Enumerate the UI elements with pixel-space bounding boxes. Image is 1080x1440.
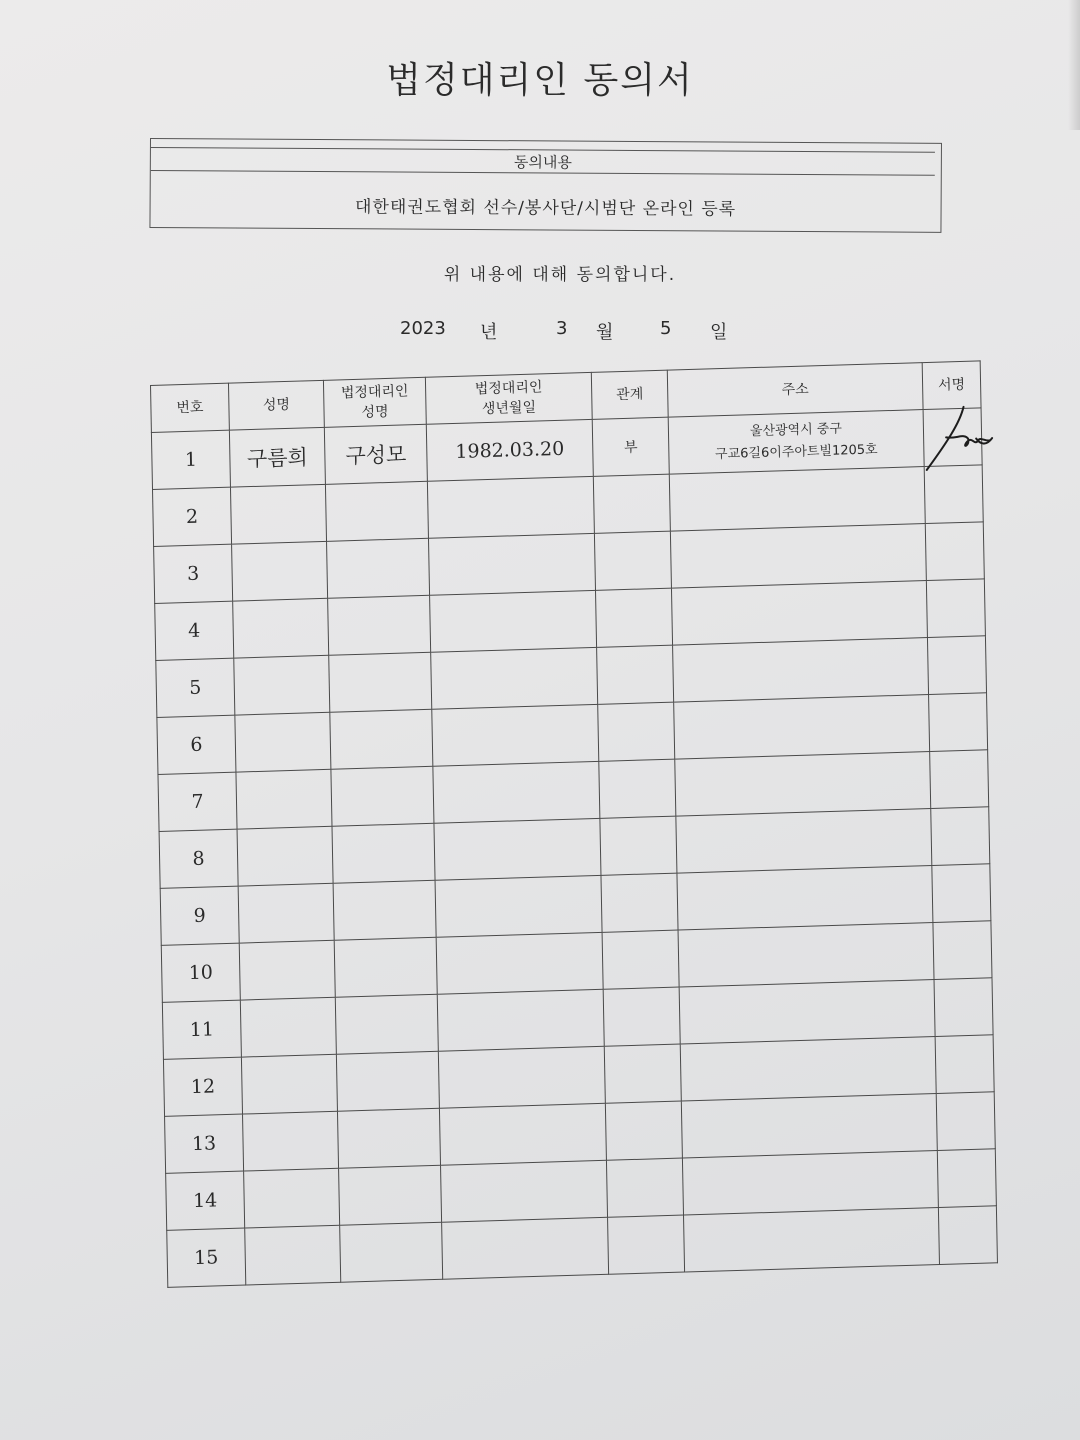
row-address-line1: 울산광역시 중구 <box>749 421 843 440</box>
row-guardian-name <box>328 595 431 655</box>
row-address <box>668 410 924 475</box>
row-guardian-birth: 1982.03.20 <box>426 419 593 481</box>
row-address-line2 <box>673 609 927 617</box>
row-guardian-name <box>330 709 433 769</box>
row-address-line2 <box>674 666 928 674</box>
consent-header: 동의내용 <box>151 147 935 176</box>
row-address-line1 <box>682 1122 936 1130</box>
roster-table <box>150 360 998 1288</box>
row-address-line1 <box>685 1236 939 1244</box>
row-guardian-birth <box>433 761 600 823</box>
row-guardian-birth <box>434 818 601 880</box>
row-number: 4 <box>155 601 234 660</box>
row-relation <box>597 645 674 704</box>
row-address <box>682 1150 938 1215</box>
row-address-line2 <box>671 552 925 560</box>
row-address <box>677 866 933 931</box>
header-guardian-birth <box>425 372 592 424</box>
row-number: 13 <box>165 1114 244 1173</box>
row-name <box>243 1111 339 1171</box>
row-address-line1 <box>673 609 927 617</box>
row-address-line1 <box>679 951 933 959</box>
header-signature: 서명 <box>922 361 981 410</box>
row-guardian-birth <box>432 704 599 766</box>
row-address-line1 <box>683 1179 937 1187</box>
row-guardian-birth <box>438 1046 605 1108</box>
row-signature <box>927 636 986 695</box>
date-month-label: 월 <box>596 322 614 343</box>
row-relation <box>594 531 671 590</box>
row-relation <box>599 759 676 818</box>
row-name <box>235 712 331 772</box>
row-name <box>230 484 326 544</box>
row-address-line2 <box>677 837 931 845</box>
header-guardian-birth-line2: 생년월일 <box>481 399 537 418</box>
row-address <box>671 581 927 646</box>
row-address-line1 <box>681 1065 935 1073</box>
row-number: 7 <box>158 772 237 831</box>
row-relation <box>602 930 679 989</box>
row-name <box>237 826 333 886</box>
row-address-line1 <box>680 1008 934 1016</box>
row-number: 11 <box>162 1000 241 1059</box>
row-name <box>233 598 329 658</box>
row-guardian-name <box>327 538 430 598</box>
row-name <box>241 1054 337 1114</box>
row-address-line1 <box>674 666 928 674</box>
row-address-line2 <box>683 1179 937 1187</box>
row-address-line2: 구교6길6이주아트빌1205호 <box>714 442 878 463</box>
row-number: 2 <box>153 487 232 546</box>
row-address-line1 <box>670 495 924 503</box>
row-signature <box>932 864 991 923</box>
row-guardian-name <box>340 1222 443 1282</box>
row-address-line2 <box>675 723 929 731</box>
row-name <box>236 769 332 829</box>
row-name <box>232 541 328 601</box>
header-relation: 관계 <box>591 370 668 419</box>
row-address-line2 <box>678 894 932 902</box>
row-relation <box>596 588 673 647</box>
row-signature <box>935 1035 994 1094</box>
row-guardian-birth <box>428 533 595 595</box>
row-number: 14 <box>166 1171 245 1230</box>
row-relation: 부 <box>592 417 669 476</box>
row-relation <box>593 474 670 533</box>
row-signature <box>938 1206 997 1265</box>
date-day-label: 일 <box>710 322 728 343</box>
row-address <box>674 695 930 760</box>
date-month: 3 <box>556 318 568 339</box>
row-number: 3 <box>154 544 233 603</box>
header-guardian-name <box>323 377 426 427</box>
row-guardian-birth <box>442 1217 609 1279</box>
row-guardian-birth <box>439 1103 606 1165</box>
row-number: 1 <box>151 430 230 489</box>
row-signature <box>931 807 990 866</box>
row-number: 5 <box>156 658 235 717</box>
row-relation <box>606 1158 683 1217</box>
row-guardian-name <box>329 652 432 712</box>
row-guardian-name <box>339 1165 442 1225</box>
row-signature <box>936 1092 995 1151</box>
row-signature <box>937 1149 996 1208</box>
row-signature <box>925 522 984 581</box>
row-guardian-name <box>333 880 436 940</box>
row-address <box>673 638 929 703</box>
row-address <box>680 1036 936 1101</box>
row-guardian-name <box>335 994 438 1054</box>
row-number: 12 <box>163 1057 242 1116</box>
row-address-line1 <box>677 837 931 845</box>
date-day: 5 <box>660 318 672 339</box>
row-address-line2 <box>680 1008 934 1016</box>
row-number: 6 <box>157 715 236 774</box>
row-number: 10 <box>161 943 240 1002</box>
consent-box <box>149 138 942 233</box>
header-guardian-name-line1: 법정대리인 <box>340 383 409 402</box>
date-year-label: 년 <box>480 322 498 343</box>
row-address <box>681 1093 937 1158</box>
row-address <box>675 752 931 817</box>
row-signature <box>923 408 982 467</box>
header-guardian-name-line2: 성명 <box>361 403 389 421</box>
row-guardian-birth <box>437 989 604 1051</box>
row-guardian-birth <box>435 875 602 937</box>
row-name: 구름희 <box>229 427 325 487</box>
row-guardian-birth <box>441 1160 608 1222</box>
row-address-line1 <box>671 552 925 560</box>
row-number: 9 <box>160 886 239 945</box>
row-address-line1 <box>676 780 930 788</box>
row-address <box>679 980 935 1045</box>
row-address <box>676 809 932 874</box>
row-guardian-birth <box>427 476 594 538</box>
row-guardian-name <box>336 1051 439 1111</box>
row-address-line2 <box>679 951 933 959</box>
row-name <box>244 1168 340 1228</box>
row-name <box>245 1225 341 1285</box>
roster-table-wrap <box>150 360 998 1288</box>
row-name <box>238 883 334 943</box>
row-name <box>234 655 330 715</box>
row-relation <box>605 1101 682 1160</box>
row-address-line2 <box>681 1065 935 1073</box>
row-guardian-name <box>325 481 428 541</box>
row-address <box>670 524 926 589</box>
row-guardian-name <box>334 937 437 997</box>
row-guardian-birth <box>431 647 598 709</box>
document-title: 법정대리인 동의서 <box>386 60 694 101</box>
header-name: 성명 <box>228 380 324 430</box>
row-name <box>240 997 336 1057</box>
row-address-line2 <box>682 1122 936 1130</box>
row-relation <box>608 1215 685 1274</box>
row-signature <box>929 693 988 752</box>
row-signature <box>934 978 993 1037</box>
consent-content: 대한태권도협회 선수/봉사단/시범단 온라인 등록 <box>354 197 737 220</box>
row-guardian-birth <box>430 590 597 652</box>
row-relation <box>601 873 678 932</box>
row-address <box>678 923 934 988</box>
row-guardian-name: 구성모 <box>324 424 427 484</box>
row-address-line1 <box>678 894 932 902</box>
row-relation <box>604 1044 681 1103</box>
row-signature <box>926 579 985 638</box>
row-signature <box>933 921 992 980</box>
handwritten-signature <box>915 402 996 476</box>
row-relation <box>600 816 677 875</box>
row-guardian-name <box>332 823 435 883</box>
row-name <box>239 940 335 1000</box>
agreement-statement: 위 내용에 대해 동의합니다. <box>443 265 677 285</box>
row-address <box>669 467 925 532</box>
row-relation <box>603 987 680 1046</box>
row-address-line2 <box>685 1236 939 1244</box>
row-signature <box>930 750 989 809</box>
row-address-line2 <box>670 495 924 503</box>
row-address <box>684 1207 940 1272</box>
date-year: 2023 <box>400 318 446 339</box>
row-number: 8 <box>159 829 238 888</box>
row-address-line1 <box>675 723 929 731</box>
row-relation <box>598 702 675 761</box>
header-address: 주소 <box>667 363 923 418</box>
row-guardian-name <box>337 1108 440 1168</box>
header-guardian-birth-line1: 법정대리인 <box>474 379 543 398</box>
row-number: 15 <box>167 1228 246 1287</box>
row-address-line2 <box>676 780 930 788</box>
header-number: 번호 <box>151 383 230 432</box>
row-guardian-name <box>331 766 434 826</box>
row-guardian-birth <box>436 932 603 994</box>
